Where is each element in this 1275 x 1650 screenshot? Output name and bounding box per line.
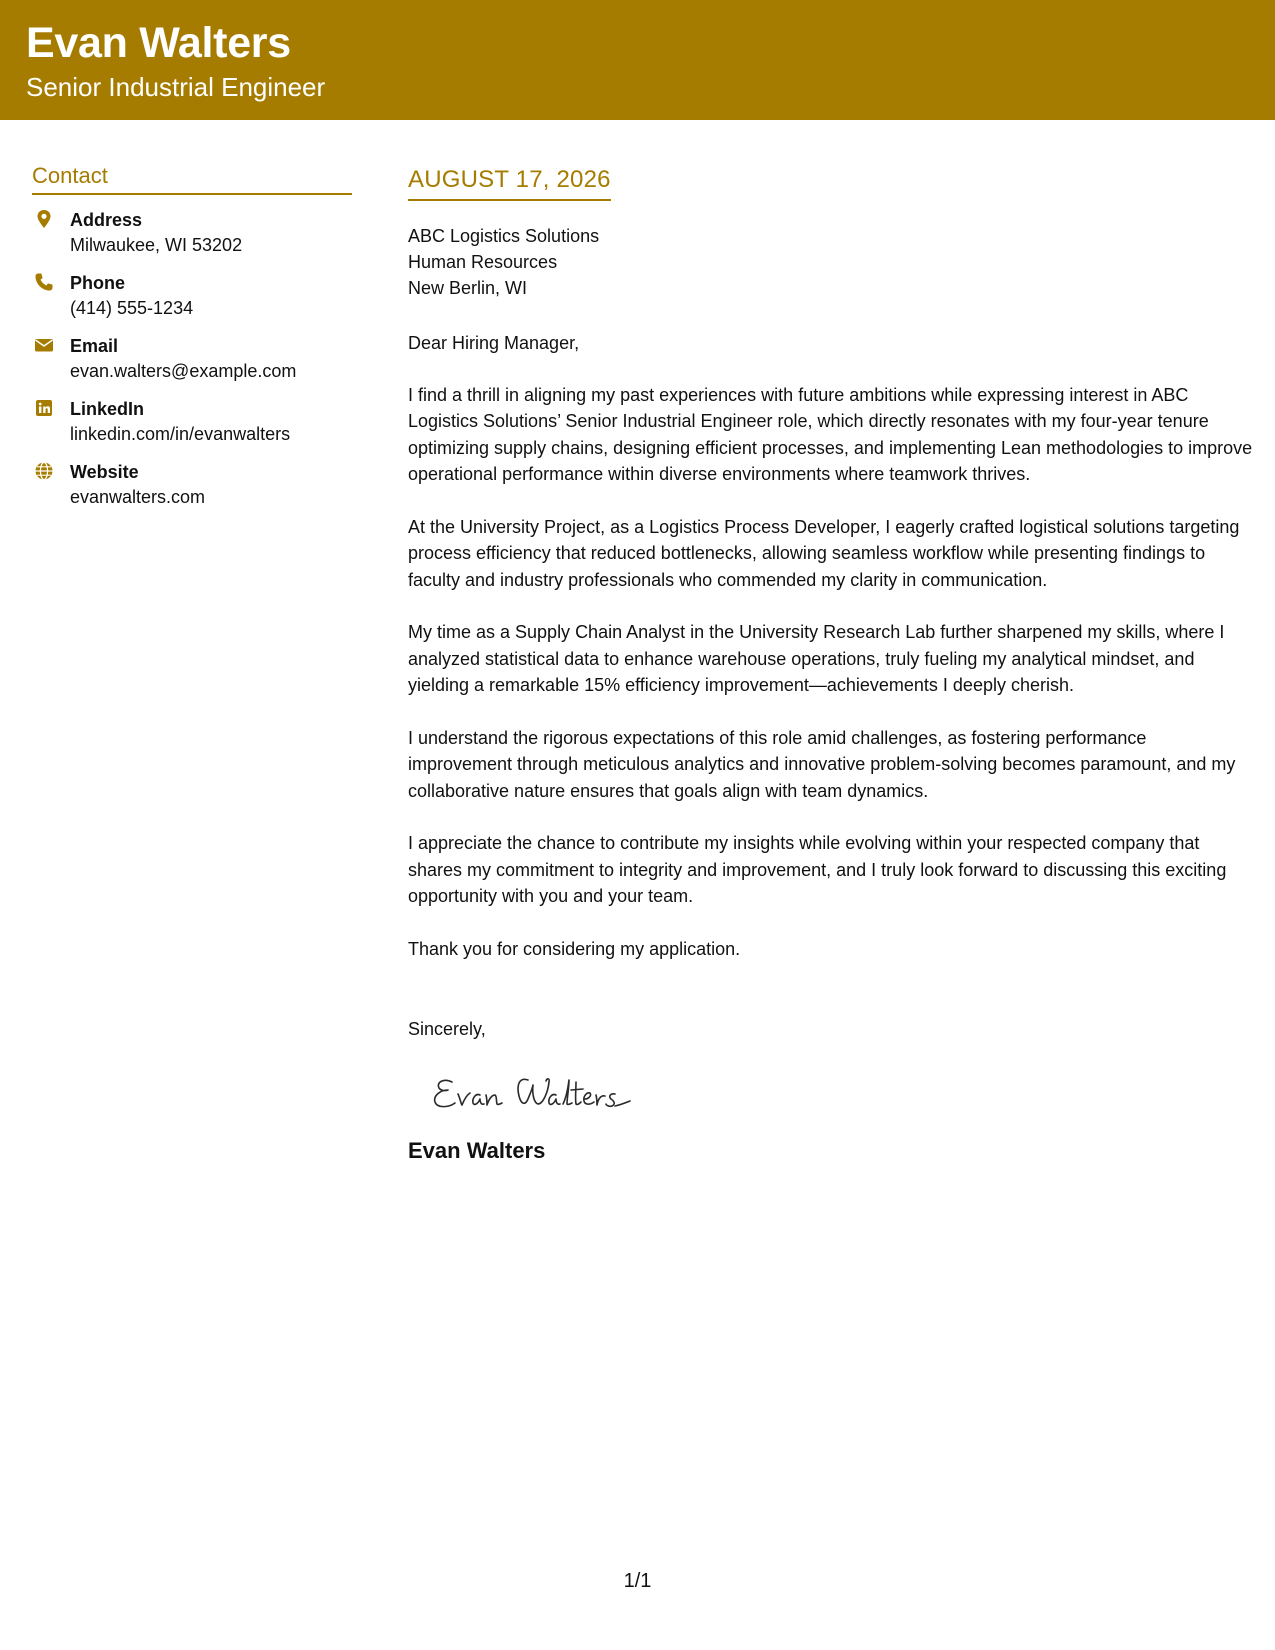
signer-name: Evan Walters xyxy=(408,1138,546,1164)
contact-label: Website xyxy=(70,462,139,483)
website-value: evanwalters.com xyxy=(70,486,206,507)
contact-item-email xyxy=(32,334,352,397)
contact-item-phone xyxy=(32,271,352,334)
letter-paragraph: I understand the rigorous expectations of this role amid challenges, as fostering performance improvement through meticulous analytics and innovative problem-solving becomes paramount, and my collaborative nature ensures that goals align with team dynamics. xyxy=(408,727,1236,801)
letter-paragraph: My time as a Supply Chain Analyst in the University Research Lab further sharpened my skills, where I analyzed statistical data to enhance warehouse operations, truly fueling my analytical mindset, and yielding a remarkable 15% efficiency improvement—achievements I deeply cherish. xyxy=(408,622,1225,696)
page-number: 1/1 xyxy=(623,1570,652,1592)
linkedin-icon xyxy=(34,398,54,418)
contact-label: Address xyxy=(70,210,143,231)
letter-date-block xyxy=(408,166,611,201)
letter-paragraph: At the University Project, as a Logistics Process Developer, I eagerly crafted logistical solutions targeting process efficiency that reduced bottlenecks, allowing seamless workflow while presenting findings to faculty and industry professionals who commended my clarity in communication. xyxy=(408,516,1240,590)
recipient-block xyxy=(408,223,1253,301)
contact-list xyxy=(32,208,352,523)
contact-label: Email xyxy=(70,336,119,357)
contact-label: LinkedIn xyxy=(70,399,145,420)
contact-sidebar xyxy=(32,163,352,523)
globe-icon xyxy=(34,461,54,481)
recipient-department: Human Resources xyxy=(408,251,558,272)
candidate-title: Senior Industrial Engineer xyxy=(26,72,326,102)
recipient-company: ABC Logistics Solutions xyxy=(408,225,600,246)
envelope-icon xyxy=(34,335,54,355)
candidate-name: Evan Walters xyxy=(26,19,291,67)
email-value: evan.walters@example.com xyxy=(70,360,297,381)
letter-paragraph: I appreciate the chance to contribute my insights while evolving within your respected company that shares my commitment to integrity and improvement, and I truly look forward to discussing this exciting opportunity with you and your team. xyxy=(408,833,1227,907)
address-value: Milwaukee, WI 53202 xyxy=(70,234,243,255)
contact-label: Phone xyxy=(70,273,126,294)
map-pin-icon xyxy=(34,209,54,229)
header-banner xyxy=(0,0,1275,120)
phone-value: (414) 555-1234 xyxy=(70,297,194,318)
contact-item-linkedin xyxy=(32,397,352,460)
letter-paragraph: I find a thrill in aligning my past experiences with future ambitions while expressing interest in ABC Logistics Solutions’ Senior Industrial Engineer role, which directly resonates with my four-year tenure optimizing supply chains, designing efficient processes, and implementing Lean methodologies to improve operational performance within diverse environments where teamwork thrives. xyxy=(408,384,1253,485)
letter-greeting: Dear Hiring Manager, xyxy=(408,332,580,353)
handwritten-signature xyxy=(430,1068,660,1114)
contact-item-address xyxy=(32,208,352,271)
letter-date: AUGUST 17, 2026 xyxy=(408,166,611,193)
letter-closing: Sincerely, xyxy=(408,1019,486,1040)
letter-paragraph: Thank you for considering my application. xyxy=(408,938,741,959)
letter-body xyxy=(408,166,1253,1165)
phone-icon xyxy=(34,272,54,292)
recipient-location: New Berlin, WI xyxy=(408,277,528,298)
contact-section-title: Contact xyxy=(32,163,352,195)
linkedin-value: linkedin.com/in/evanwalters xyxy=(70,423,291,444)
contact-item-website xyxy=(32,460,352,523)
